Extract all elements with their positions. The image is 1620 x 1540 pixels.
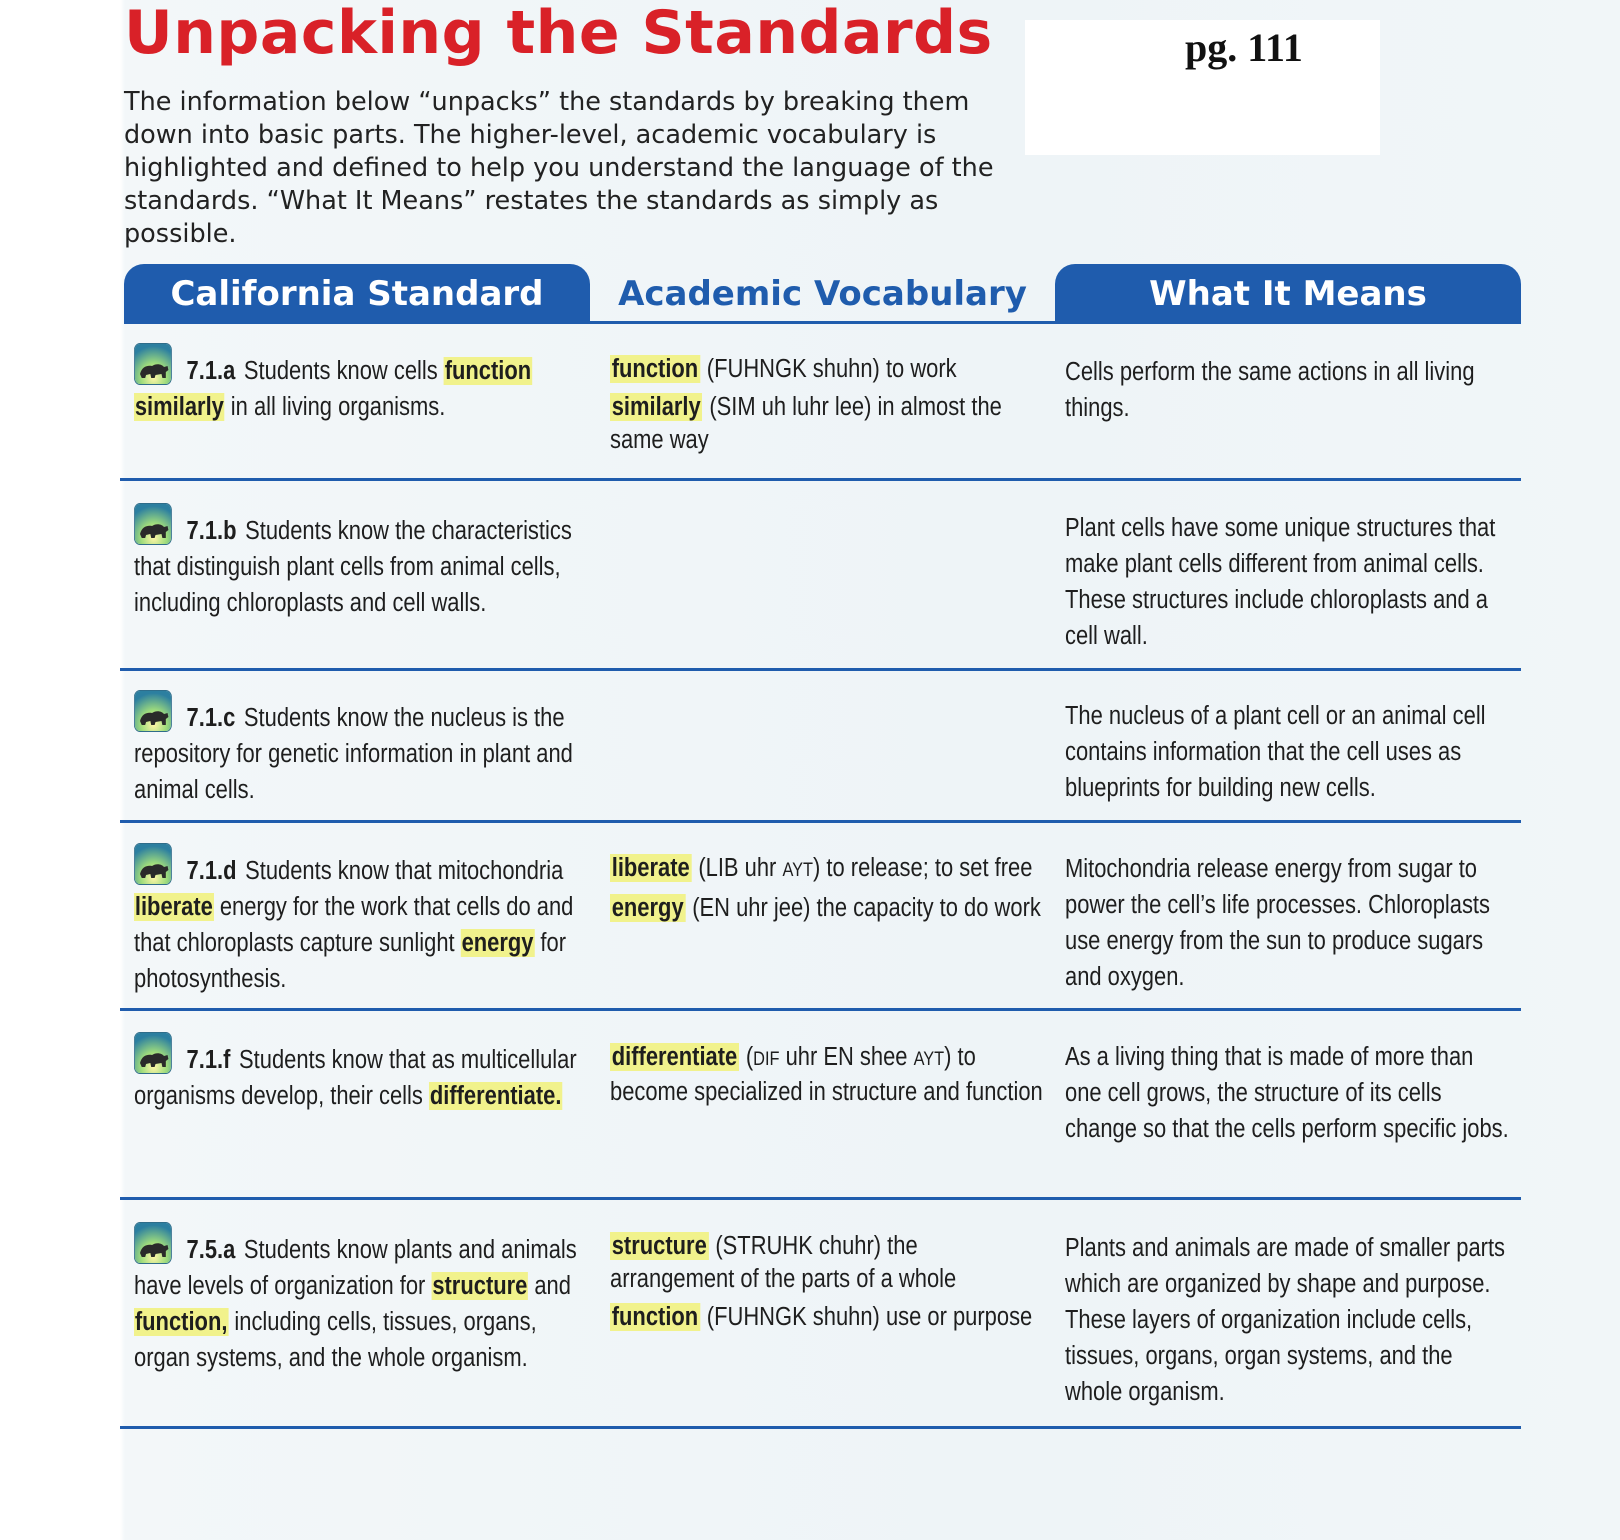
standard-text: Students know the characteristics that distinguish plant cells from animal cells, including chloroplasts and cell walls. bbox=[134, 517, 572, 617]
vocabulary-entry bbox=[610, 852, 1044, 887]
standard-cell bbox=[134, 843, 590, 997]
vocabulary-entry bbox=[610, 1230, 1044, 1296]
row-divider bbox=[120, 1008, 1521, 1011]
standard-cell bbox=[134, 503, 590, 621]
vocabulary-cell bbox=[610, 1230, 1044, 1339]
row-divider bbox=[120, 668, 1521, 671]
vocabulary-definition: AYT bbox=[782, 860, 814, 881]
page-number: pg. 111 bbox=[1185, 25, 1303, 70]
vocabulary-definition: (LIB uhr bbox=[698, 854, 783, 882]
highlighted-term: energy bbox=[461, 929, 534, 957]
vocabulary-term: differentiate bbox=[611, 1043, 738, 1071]
highlighted-term: similarly bbox=[134, 393, 224, 421]
vocabulary-term: similarly bbox=[611, 393, 701, 421]
vocabulary-definition: uhr EN shee bbox=[779, 1043, 914, 1071]
california-bear-icon bbox=[134, 690, 172, 732]
standard-text: Students know that as multicellular organisms develop, their cells bbox=[134, 1046, 577, 1110]
standard-text: Students know plants and animals have levels of organization for bbox=[134, 1236, 577, 1300]
vocabulary-cell bbox=[610, 852, 1044, 930]
highlighted-term: function bbox=[444, 357, 532, 385]
standard-code: 7.1.f bbox=[186, 1046, 231, 1074]
standard-code: 7.1.a bbox=[186, 357, 236, 385]
vocabulary-term: liberate bbox=[611, 854, 690, 882]
vocabulary-term: structure bbox=[611, 1232, 707, 1260]
standard-text: energy for the work that cells do and that chloroplasts capture sunlight bbox=[134, 893, 574, 957]
highlighted-term: function, bbox=[134, 1308, 228, 1336]
california-bear-icon bbox=[134, 843, 172, 885]
standard-code: 7.1.c bbox=[186, 704, 236, 732]
standard-code: 7.1.d bbox=[186, 857, 237, 885]
intro-paragraph: The information below “unpacks” the standards by breaking them down into basic parts. The higher-level, academic vocabulary is highlighted and defined to help you understand the language of the standards. “What It Means” restates the standards as simply as possible. bbox=[124, 87, 994, 249]
vocabulary-definition: ) to become specialized in structure and function bbox=[610, 1043, 1043, 1106]
vocabulary-entry bbox=[610, 892, 1044, 925]
vocabulary-definition: (FUHNGK shuhn) to work bbox=[706, 355, 957, 383]
standard-cell bbox=[134, 1032, 590, 1114]
vocabulary-definition: DIF bbox=[753, 1049, 780, 1070]
vocabulary-entry bbox=[610, 1301, 1044, 1334]
highlighted-term: structure bbox=[432, 1272, 528, 1300]
california-bear-icon bbox=[134, 503, 172, 545]
vocabulary-definition: ( bbox=[745, 1043, 754, 1071]
meaning-cell: Plants and animals are made of smaller parts which are organized by shape and purpose. These layers of organization include cells, tissues, organs, organ systems, and the whole organism. bbox=[1065, 1234, 1506, 1406]
vocabulary-definition: ) to release; to set free bbox=[813, 854, 1033, 882]
standard-text: and bbox=[528, 1272, 571, 1300]
page-number-box bbox=[1025, 20, 1380, 155]
standard-cell bbox=[134, 343, 590, 425]
california-bear-icon bbox=[134, 343, 172, 385]
standard-cell bbox=[134, 1222, 590, 1376]
standard-code: 7.1.b bbox=[186, 517, 237, 545]
column-header-california-standard: California Standard bbox=[124, 264, 590, 324]
vocabulary-definition: (EN uhr jee) the capacity to do work bbox=[692, 894, 1041, 922]
meaning-cell: Cells perform the same actions in all living things. bbox=[1065, 358, 1475, 422]
highlighted-term: liberate bbox=[134, 893, 213, 921]
row-divider bbox=[120, 1426, 1521, 1429]
california-bear-icon bbox=[134, 1222, 172, 1264]
vocabulary-definition: AYT bbox=[913, 1049, 945, 1070]
standard-text: Students know the nucleus is the repository for genetic information in plant and animal cells. bbox=[134, 704, 573, 804]
row-divider bbox=[120, 478, 1521, 481]
meaning-cell: Plant cells have some unique structures that make plant cells different from animal cells. These structures include chloroplasts and a cell wall. bbox=[1065, 514, 1496, 650]
vocabulary-cell bbox=[610, 353, 1044, 462]
vocabulary-entry bbox=[610, 1041, 1044, 1109]
header-divider bbox=[124, 321, 1521, 324]
standard-text: in all living organisms. bbox=[224, 393, 446, 421]
column-header-academic-vocabulary: Academic Vocabulary bbox=[618, 274, 1027, 314]
vocabulary-cell bbox=[610, 1041, 1044, 1114]
vocabulary-definition: (SIM uh luhr lee) in almost the same way bbox=[610, 393, 1002, 454]
standard-text: Students know that mitochondria bbox=[245, 857, 564, 885]
highlighted-term: differentiate. bbox=[429, 1082, 562, 1110]
vocabulary-entry bbox=[610, 391, 1044, 457]
standard-code: 7.5.a bbox=[186, 1236, 236, 1264]
standard-text: including cells, tissues, organs, organ systems, and the whole organism. bbox=[134, 1308, 537, 1372]
vocabulary-definition: (FUHNGK shuhn) use or purpose bbox=[706, 1303, 1033, 1331]
meaning-cell: As a living thing that is made of more than one cell grows, the structure of its cells change so that the cells perform specific jobs. bbox=[1065, 1043, 1509, 1143]
meaning-cell: Mitochondria release energy from sugar to power the cell’s life processes. Chloroplasts use energy from the sun to produce sugars and oxygen. bbox=[1065, 855, 1491, 991]
vocabulary-entry bbox=[610, 353, 1044, 386]
standard-text: Students know cells bbox=[243, 357, 444, 385]
standard-cell bbox=[134, 690, 590, 808]
row-divider bbox=[120, 820, 1521, 823]
california-bear-icon bbox=[134, 1032, 172, 1074]
column-header-what-it-means: What It Means bbox=[1055, 264, 1521, 324]
meaning-cell: The nucleus of a plant cell or an animal cell contains information that the cell uses as blueprints for building new cells. bbox=[1065, 702, 1486, 802]
vocabulary-definition: (STRUHK chuhr) the arrangement of the parts of a whole bbox=[610, 1232, 957, 1293]
vocabulary-term: energy bbox=[611, 894, 684, 922]
standard-text: for photosynthesis. bbox=[134, 929, 567, 993]
page-title: Unpacking the Standards bbox=[124, 0, 993, 68]
vocabulary-term: function bbox=[611, 355, 699, 383]
row-divider bbox=[120, 1197, 1521, 1200]
vocabulary-term: function bbox=[611, 1303, 699, 1331]
